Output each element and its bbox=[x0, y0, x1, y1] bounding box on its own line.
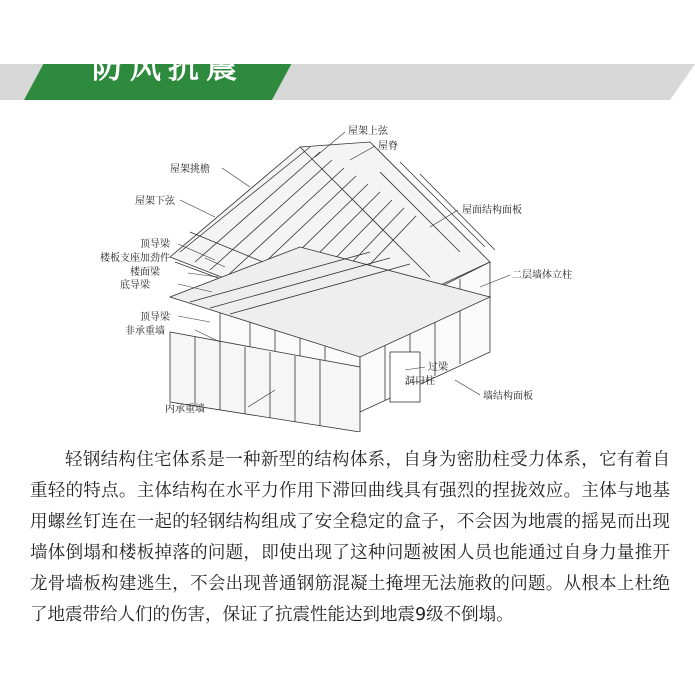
label-interior-bearing-wall: 内承重墙 bbox=[165, 404, 205, 415]
body-paragraph: 轻钢结构住宅体系是一种新型的结构体系，自身为密肋柱受力体系，它有着自重轻的特点。主体结构在水平力作用下滞回曲线具有强烈的捏拢效应。主体与地基用螺丝钉连在一起的轻钢结构组成了安全稳定的盒子，不会因为地震的摇晃而出现墙体倒塌和楼板掉落的问题，即使出现了这种问题被困人员也能通过自身力量推开龙骨墙板构建逃生，不会出现普通钢筋混凝土掩埋无法施救的问题。从根本上杜绝了地震带给人们的伤害，保证了抗震性能达到地震9级不倒塌。 bbox=[30, 450, 670, 625]
label-bottom-chord: 屋架下弦 bbox=[135, 196, 175, 207]
label-bottom-beam: 底导梁 bbox=[120, 280, 150, 291]
label-non-bearing-wall: 非承重墙 bbox=[125, 326, 165, 337]
label-opening-post: 洞口柱 bbox=[405, 376, 435, 387]
label-ridge: 屋脊 bbox=[378, 141, 398, 152]
label-top-chord: 屋架上弦 bbox=[348, 126, 388, 137]
label-lintel: 过梁 bbox=[428, 362, 448, 373]
label-eave: 屋架挑檐 bbox=[170, 164, 210, 175]
page-title: 防风抗震 bbox=[92, 50, 244, 86]
label-wall-sheathing: 墙结构面板 bbox=[483, 391, 533, 402]
label-floor-bracing: 楼板支座加劲件 bbox=[100, 253, 170, 264]
label-floor-beam: 楼面梁 bbox=[130, 267, 160, 278]
label-top-beam-upper: 顶导梁 bbox=[140, 239, 170, 250]
frame-lines bbox=[170, 142, 495, 432]
label-second-floor-stud: 二层墙体立柱 bbox=[512, 270, 572, 281]
label-top-beam-lower: 顶导梁 bbox=[140, 312, 170, 323]
steel-frame-diagram bbox=[100, 112, 600, 432]
label-roof-sheathing: 屋面结构面板 bbox=[462, 205, 522, 216]
